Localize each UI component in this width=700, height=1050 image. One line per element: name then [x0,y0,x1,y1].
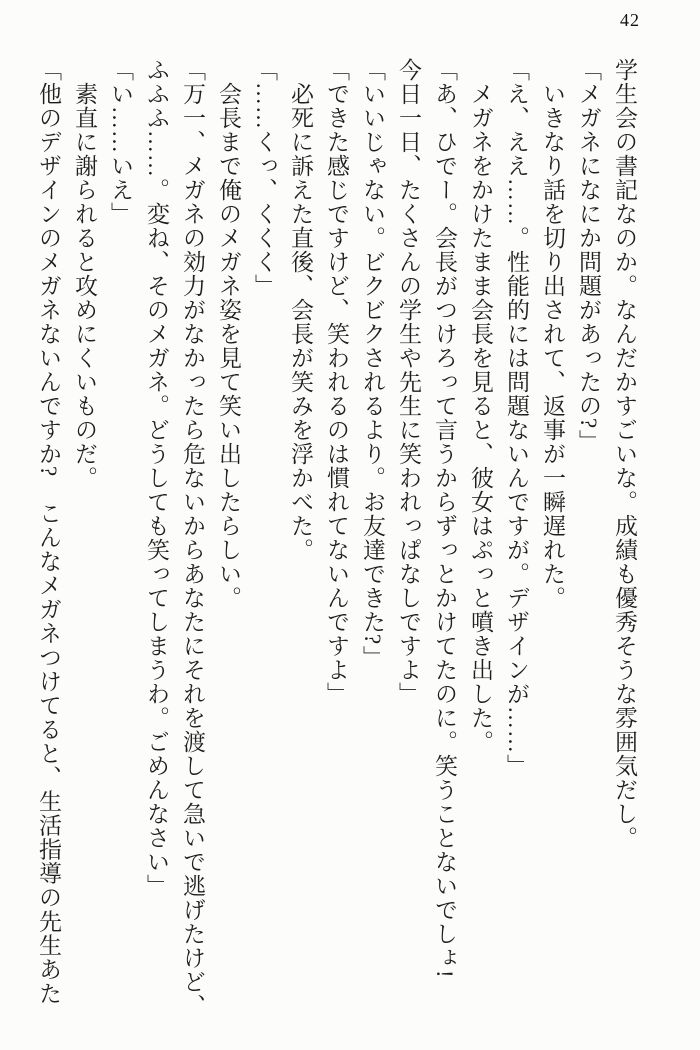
text-column: 素直に謝られると攻めにくいものだ。 [72,82,97,490]
text-column: 「い……いえ」 [108,58,133,226]
text-column: 今日一日、たくさんの学生や先生に笑われっぱなしですよ」 [396,58,421,706]
text-column: 学生会の書記なのか。なんだかすごいな。成績も優秀そうな雰囲気だし。 [612,58,637,850]
page-number: 42 [620,10,640,30]
text-column: 「いいじゃない。ビクビクされるより。お友達できた?」 [360,58,385,670]
text-column: メガネをかけたまま会長を見ると、彼女はぷっと噴き出した。 [468,82,493,754]
text-block [30,58,642,1046]
text-column: 会長まで俺のメガネ姿を見て笑い出したらしい。 [216,82,241,610]
text-column: 「他のデザインのメガネないんですか? こんなメガネつけてると、生活指導の先生あた [36,58,61,1006]
text-column: 「あ、ひでー。会長がつけろって言うからずっとかけてたのに。笑うことないでしょ! [432,58,457,979]
text-column: いきなり話を切り出されて、返事が一瞬遅れた。 [540,82,565,610]
text-column: 「……くっ、くくく」 [252,58,277,298]
text-column: 「万一、メガネの効力がなかったら危ないからあなたにそれを渡して急いで逃げたけど、 [180,58,205,1018]
text-column: 「できた感じですけど、笑われるのは慣れてないんですよ」 [324,58,349,706]
text-column: 必死に訴えた直後、会長が笑みを浮かべた。 [288,82,313,562]
text-column: ふふふ……。変ね、そのメガネ。どうしても笑ってしまうわ。ごめんなさい」 [144,58,169,898]
text-column: 「メガネになにか問題があったの?」 [576,58,601,454]
text-column: 「え、ええ……。性能的には問題ないんですが。デザインが……」 [504,58,529,778]
